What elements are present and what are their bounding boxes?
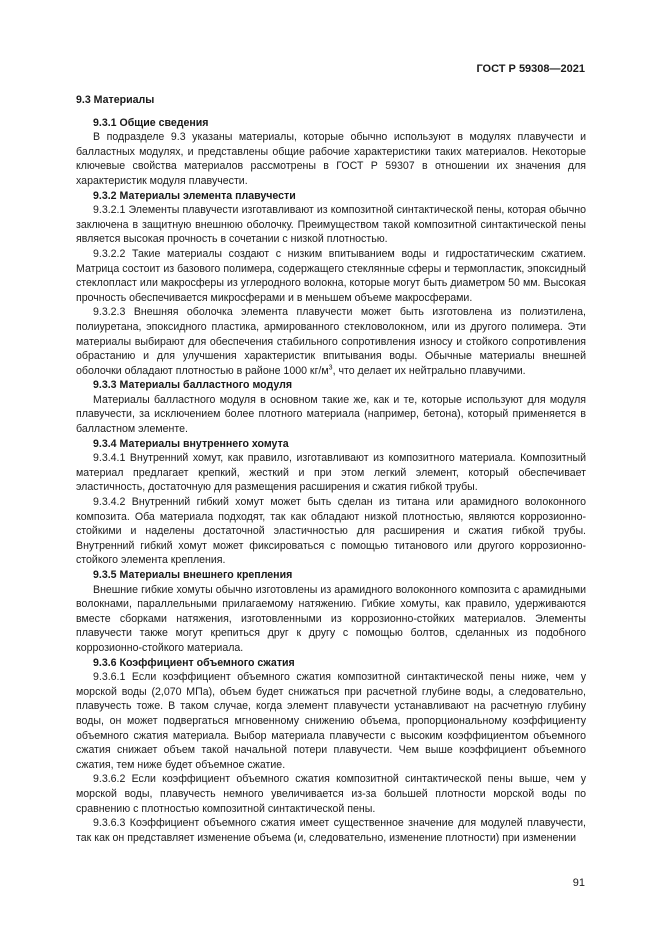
section-heading: 9.3 Материалы [76,94,155,106]
cubic-superscript: 3 [328,364,333,372]
paragraph-9341: 9.3.4.1 Внутренний хомут, как правило, изготавливают из композитного материала. Композитный материал предлагает крепкий, жесткий и при этом легкий элемент, который обеспечивает эластичность, достаточную для размещения расширения и сжатия гибкой трубы. [76,452,586,494]
subsection-heading-935: 9.3.5 Материалы внешнего крепления [93,569,293,581]
subsection-heading-932: 9.3.2 Материалы элемента плавучести [93,189,296,202]
paragraph-935: Внешние гибкие хомуты обычно изготовлены из арамидного волоконного композита с арамидными волокнами, параллельными прилагаемому натяжению. Гибкие хомуты, как правило, удерживаются вместе сборками натяжения, изготовленными из коррозионно-стойких материалов. Элементы плавучести также могут крепиться друг к другу с помощью болтов, сделанных из подобного коррозионно-стойкого материала. [76,583,586,654]
subsection-heading-931: 9.3.1 Общие сведения [93,116,209,129]
paragraph-9363: 9.3.6.3 Коэффициент объемного сжатия имеет существенное значение для модулей плавучести, так как он представляет изменение объема (и, следовательно, изменение плотности) при изменении [76,817,586,844]
page-number: 91 [572,877,585,889]
paragraph-9323-text: 9.3.2.3 Внешняя оболочка элемента плавучести может быть изготовлена из полиэтилена, полиуретана, эпоксидного пластика, армированного стекловолокном, или из другого полимера. Эти материалы выбирают для обеспечения стабильного сопротивления износу и стойкого сопротивления обрастанию и для улучшения характеристик впитывания воды. Обычные материалы внешней оболочки обладают плотностью в районе 1000 кг/м [76,306,586,377]
paragraph-933: Материалы балластного модуля в основном такие же, как и те, которые используют для модуля плавучести, за исключением более плотного материала (например, бетона), который применяется в балластном элементе. [76,393,586,436]
subsection-heading-934: 9.3.4 Материалы внутреннего хомута [93,437,289,450]
paragraph-9361: 9.3.6.1 Если коэффициент объемного сжатия композитной синтактической пены ниже, чем у морской воды (2,070 МПа), объем будет снижаться при расчетной глубине воды, а следовательно, плавучесть тоже. В таком случае, когда элемент плавучести устанавливают на расчетную глубину воды, он может подвергаться мгновенному снижению объема, пропорциональному коэффициенту объемного сжатия материала. Выбор материала плавучести с высоким коэффициентом объемного сжатия снижает объем такой начальной потери плавучести. Чем выше коэффициент объемного сжатия, тем ниже будет объемное сжатие. [76,671,586,771]
page-content [76,93,586,845]
paragraph-9342: 9.3.4.2 Внутренний гибкий хомут может быть сделан из титана или арамидного волоконного композита. Оба материала подходят, так как обладают низкой плотностью, являются коррозионно-стойкими и наделены достаточной эластичностью для расширения и сжатия гибкой трубы. Внутренний гибкий хомут может фиксироваться с помощью титанового или другого коррозионно-стойкого элемента крепления. [76,496,586,567]
paragraph-931: В подразделе 9.3 указаны материалы, которые обычно используют в модулях плавучести и балластных модулях, и представлены общие рабочие характеристики таких материалов. Некоторые ключевые свойства материалов рассмотрены в ГОСТ Р 59307 в отношении их значения для характеристик модуля плавучести. [76,131,586,187]
paragraph-9362: 9.3.6.2 Если коэффициент объемного сжатия композитной синтактической пены выше, чем у морской воды, плавучесть немного увеличивается из-за большей плотности морской воды по сравнению с плотностью композитной синтактической пены. [76,773,586,815]
paragraph-9323-end: , что делает их нейтрально плавучими. [332,364,526,377]
document-code: ГОСТ Р 59308—2021 [476,63,585,75]
subsection-heading-936: 9.3.6 Коэффициент объемного сжатия [93,656,295,669]
paragraph-9321: 9.3.2.1 Элементы плавучести изготавливают из композитной синтактической пены, которая обычно заключена в защитную внешнюю оболочку. Преимуществом такой композитной синтактической пены является высокая прочность в сочетании с низкой плотностью. [76,204,586,246]
paragraph-9323 [76,305,586,378]
subsection-heading-933: 9.3.3 Материалы балластного модуля [93,379,292,392]
paragraph-9322: 9.3.2.2 Такие материалы создают с низким впитыванием воды и гидростатическим сжатием. Матрица состоит из базового полимера, содержащего стеклянные сферы и термопластик, эпоксидный стеклопласт или макросферы из углеродного волокна, которые могут быть диаметром 50 мм. Высокая прочность обеспечивается микросферами и в меньшем объеме макросферами. [76,247,586,304]
